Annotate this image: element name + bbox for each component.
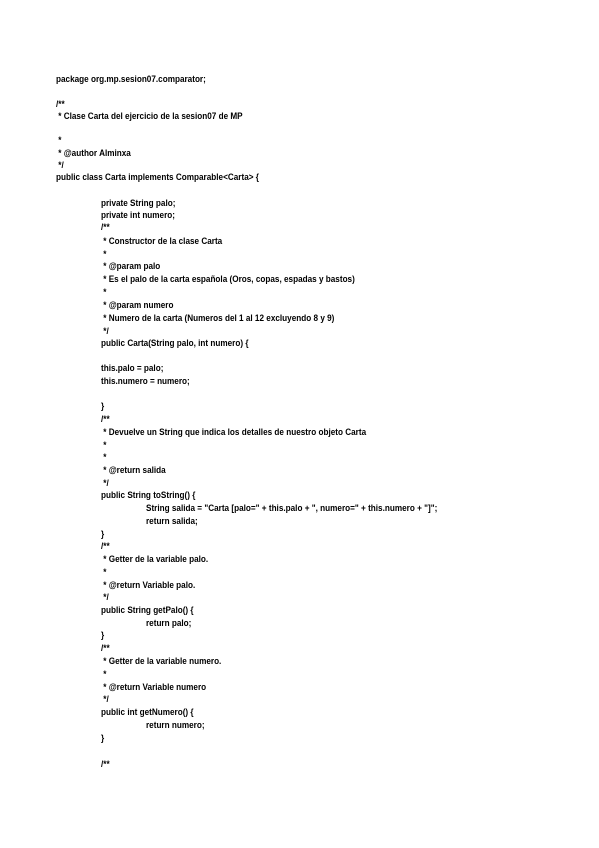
code-line: public class Carta implements Comparable<Carta> { <box>56 172 259 183</box>
code-line: return numero; <box>146 720 205 731</box>
code-line: /** <box>101 222 110 233</box>
code-line: * @param numero <box>101 300 174 311</box>
code-line: private String palo; <box>101 198 176 209</box>
code-line: public Carta(String palo, int numero) { <box>101 338 249 349</box>
code-line: return palo; <box>146 618 192 629</box>
code-line: * <box>101 287 107 298</box>
code-line: * <box>101 249 107 260</box>
code-line: /** <box>101 643 110 654</box>
code-line: */ <box>101 592 109 603</box>
code-line: * @return Variable numero <box>101 682 207 693</box>
code-line: * <box>101 452 107 463</box>
code-line: } <box>101 630 105 641</box>
code-line: * Devuelve un String que indica los detalles de nuestro objeto Carta <box>101 427 367 438</box>
code-line: /** <box>101 414 110 425</box>
code-line: this.numero = numero; <box>101 376 190 387</box>
code-line: public String toString() { <box>101 490 196 501</box>
code-line: this.palo = palo; <box>101 363 164 374</box>
code-line: * Numero de la carta (Numeros del 1 al 12 excluyendo 8 y 9) <box>101 313 335 324</box>
code-line: } <box>101 733 105 744</box>
code-line: */ <box>101 326 109 337</box>
code-line: public int getNumero() { <box>101 707 194 718</box>
code-line: * Clase Carta del ejercicio de la sesion07 de MP <box>56 111 243 122</box>
code-line: /** <box>56 99 65 110</box>
code-line: private int numero; <box>101 210 176 221</box>
code-line: } <box>101 529 105 540</box>
code-line: * <box>101 669 107 680</box>
code-line: * @param palo <box>101 261 161 272</box>
code-line: * <box>101 440 107 451</box>
code-line: public String getPalo() { <box>101 605 194 616</box>
code-line: return salida; <box>146 516 198 527</box>
code-line: */ <box>101 478 109 489</box>
code-line: } <box>101 401 105 412</box>
code-line: /** <box>101 759 110 770</box>
code-line: */ <box>101 694 109 705</box>
code-line: * Getter de la variable palo. <box>101 554 209 565</box>
code-line: * @return salida <box>101 465 166 476</box>
code-line: * <box>101 567 107 578</box>
code-line: String salida = "Carta [palo=" + this.palo + ", numero=" + this.numero + "]"; <box>146 503 438 514</box>
code-line: * <box>56 135 62 146</box>
code-line: */ <box>56 160 64 171</box>
code-line: * Constructor de la clase Carta <box>101 236 223 247</box>
code-line: * Getter de la variable numero. <box>101 656 222 667</box>
code-line: * @return Variable palo. <box>101 580 196 591</box>
code-line: * Es el palo de la carta española (Oros, copas, espadas y bastos) <box>101 274 355 285</box>
code-line: /** <box>101 541 110 552</box>
code-line: package org.mp.sesion07.comparator; <box>56 74 206 85</box>
code-line: * @author Alminxa <box>56 148 131 159</box>
